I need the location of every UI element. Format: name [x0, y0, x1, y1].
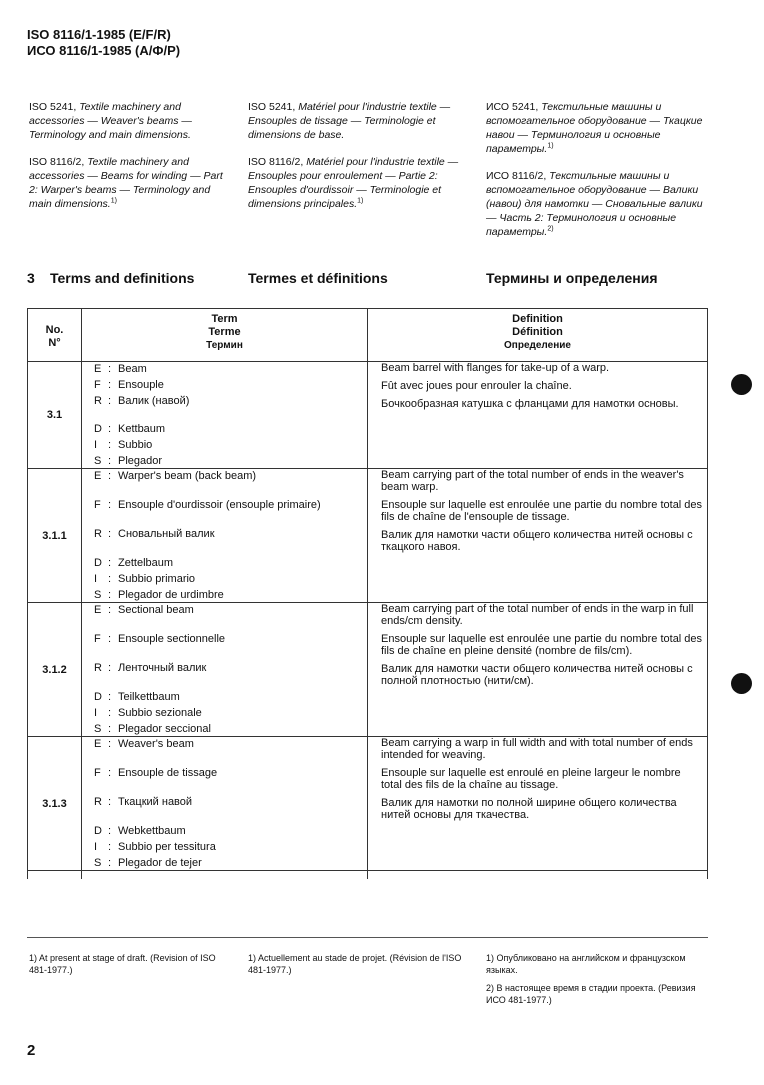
- header-number-fr: N°: [48, 337, 61, 349]
- section-title-russian: Термины и определения: [486, 270, 658, 286]
- definition-fr: Ensouple sur laquelle est enroulée une partie du nombre total des fils de chaîne de l'ensouple de tissage.: [381, 499, 703, 523]
- term-line: S : Plegador seccional: [94, 723, 211, 735]
- reference-item: [248, 155, 470, 211]
- document-header: [27, 27, 180, 59]
- footnote: 2) В настоящее время в стадии проекта. (Ревизия ИСО 481-1977.): [486, 983, 696, 1005]
- definition-en: Beam carrying part of the total number of ends in the warp in full ends/cm density.: [381, 603, 694, 627]
- term-number: 3.1.1: [28, 469, 82, 603]
- reference-item: [486, 169, 708, 239]
- term-line: I : Subbio primario: [94, 573, 196, 585]
- header-definition-en: Definition: [512, 313, 563, 325]
- section-title-french: Termes et définitions: [248, 270, 388, 286]
- term-line: S : Plegador de urdimbre: [94, 589, 224, 601]
- term-number: 3.1.2: [28, 603, 82, 737]
- reference-title: Текстильные машины и вспомогательное оборудование — Ткацкие навои — Терминология и основные параметры.: [486, 101, 703, 155]
- empty-cell: [368, 871, 708, 880]
- header-number: [28, 309, 82, 362]
- definition-ru: Валик для намотки по полной ширине общего количества нитей основы для ткачества.: [381, 797, 677, 821]
- reference-title: Matériel pour l'industrie textile — Ensouples pour enroulement — Partie 2: Ensouples d'ourdissoir — Terminologie et dimensions principales.: [248, 156, 459, 210]
- table-row: [28, 362, 708, 469]
- definition-cell: [368, 362, 708, 469]
- term-line: I : Subbio per tessitura: [94, 841, 216, 853]
- term-cell: [82, 362, 368, 469]
- header-term-en: Term: [211, 313, 238, 325]
- section-title-english: Terms and definitions: [50, 270, 195, 286]
- references-english: [29, 100, 234, 224]
- header-line-latin: ISO 8116/1-1985 (E/F/R): [27, 27, 171, 42]
- references-french: [248, 100, 470, 224]
- header-number-en: No.: [45, 324, 64, 336]
- empty-cell: [28, 871, 82, 880]
- reference-number: ISO 5241,: [248, 101, 296, 113]
- header-definition-ru: Определение: [504, 340, 571, 351]
- term-line: F : Ensouple d'ourdissoir (ensouple primaire): [94, 499, 321, 511]
- definition-cell: [368, 469, 708, 603]
- term-line: E : Sectional beam: [94, 604, 194, 616]
- table-row: [28, 469, 708, 603]
- empty-cell: [82, 871, 368, 880]
- definition-fr: Ensouple sur laquelle est enroulé en pleine largeur le nombre total des fils de la chaîne au tissage.: [381, 767, 681, 791]
- term-line: D : Teilkettbaum: [94, 691, 180, 703]
- term-number: 3.1.3: [28, 737, 82, 871]
- footnotes-french: [248, 952, 470, 982]
- margin-marker-dot: [731, 673, 752, 694]
- footnote-marker: 2): [547, 225, 554, 233]
- term-line: D : Kettbaum: [94, 423, 166, 435]
- term-line: D : Zettelbaum: [94, 557, 174, 569]
- term-number: 3.1: [28, 362, 82, 469]
- reference-title: Textile machinery and accessories — Beams for winding — Part 2: Warper's beams — Terminology and main dimensions.: [29, 156, 223, 210]
- term-line: F : Ensouple: [94, 379, 164, 391]
- footnotes-russian: [486, 952, 708, 1012]
- header-line-cyrillic: ИСО 8116/1-1985 (А/Ф/Р): [27, 43, 181, 58]
- header-definition: [368, 309, 708, 362]
- definition-cell: [368, 603, 708, 737]
- term-line: S : Plegador: [94, 455, 163, 467]
- page-number: 2: [27, 1042, 36, 1059]
- table-row: [28, 603, 708, 737]
- term-line: R : Ленточный валик: [94, 662, 207, 674]
- reference-number: ISO 5241,: [29, 101, 77, 113]
- header-term: [82, 309, 368, 362]
- term-line: R : Ткацкий навой: [94, 796, 193, 808]
- section-number: 3: [27, 270, 35, 286]
- definition-fr: Fût avec joues pour enrouler la chaîne.: [381, 380, 572, 392]
- margin-marker-dot: [731, 374, 752, 395]
- footnote-marker: 1): [547, 142, 554, 150]
- term-cell: [82, 737, 368, 871]
- term-line: S : Plegador de tejer: [94, 857, 202, 869]
- term-cell: [82, 469, 368, 603]
- reference-number: ISO 8116/2,: [29, 156, 85, 168]
- header-term-fr: Terme: [208, 326, 241, 338]
- footnote-divider: [27, 937, 708, 938]
- term-line: R : Сновальный валик: [94, 528, 215, 540]
- reference-number: ИСО 8116/2,: [486, 170, 547, 182]
- definition-cell: [368, 737, 708, 871]
- footnote-marker: 1): [110, 197, 117, 205]
- definition-ru: Бочкообразная катушка с фланцами для намотки основы.: [381, 398, 679, 410]
- term-line: F : Ensouple de tissage: [94, 767, 218, 779]
- term-line: E : Weaver's beam: [94, 738, 194, 750]
- definition-ru: Валик для намотки части общего количества нитей основы с полной плотностью (нити/см).: [381, 663, 693, 687]
- term-line: I : Subbio: [94, 439, 153, 451]
- term-line: E : Warper's beam (back beam): [94, 470, 257, 482]
- table-header-row: [28, 309, 708, 362]
- reference-number: ИСО 5241,: [486, 101, 539, 113]
- term-line: F : Ensouple sectionnelle: [94, 633, 226, 645]
- term-line: I : Subbio sezionale: [94, 707, 202, 719]
- reference-title: Matériel pour l'industrie textile — Ensouples de tissage — Terminologie et dimensions de base.: [248, 101, 451, 141]
- footnote: 1) Опубликовано на английском и французском языках.: [486, 953, 686, 975]
- reference-title: Textile machinery and accessories — Weaver's beams — Terminology and main dimensions.: [29, 101, 192, 141]
- terms-table: [27, 308, 708, 879]
- table-row-continuation: [28, 871, 708, 880]
- header-definition-fr: Définition: [512, 326, 563, 338]
- reference-item: [248, 100, 470, 142]
- references-russian: [486, 100, 708, 252]
- reference-item: [486, 100, 708, 156]
- footnote: 1) Actuellement au stade de projet. (Révision de l'ISO 481-1977.): [248, 953, 462, 975]
- table-row: [28, 737, 708, 871]
- term-cell: [82, 603, 368, 737]
- header-term-ru: Термин: [206, 340, 243, 351]
- reference-title: Текстильные машины и вспомогательное оборудование — Валики (навои) для намотки — Сновальные валики — Часть 2: Терминология и основные параметры.: [486, 170, 703, 238]
- term-line: E : Beam: [94, 363, 147, 375]
- term-line: D : Webkettbaum: [94, 825, 186, 837]
- footnote-marker: 1): [357, 197, 364, 205]
- definition-ru: Валик для намотки части общего количества нитей основы с ткацкого навоя.: [381, 529, 693, 553]
- footnotes-english: [29, 952, 234, 982]
- definition-fr: Ensouple sur laquelle est enroulée une partie du nombre total des fils de chaîne en pleine densité (nombre de fils/cm).: [381, 633, 703, 657]
- definition-en: Beam carrying part of the total number of ends in the weaver's beam warp.: [381, 469, 684, 493]
- reference-number: ISO 8116/2,: [248, 156, 304, 168]
- definition-en: Beam barrel with flanges for take-up of a warp.: [381, 362, 610, 374]
- footnote: 1) At present at stage of draft. (Revision of ISO 481-1977.): [29, 953, 216, 975]
- reference-item: [29, 100, 234, 142]
- reference-item: [29, 155, 234, 211]
- definition-en: Beam carrying a warp in full width and with total number of ends intended for weaving.: [381, 737, 693, 761]
- term-line: R : Валик (навой): [94, 395, 190, 407]
